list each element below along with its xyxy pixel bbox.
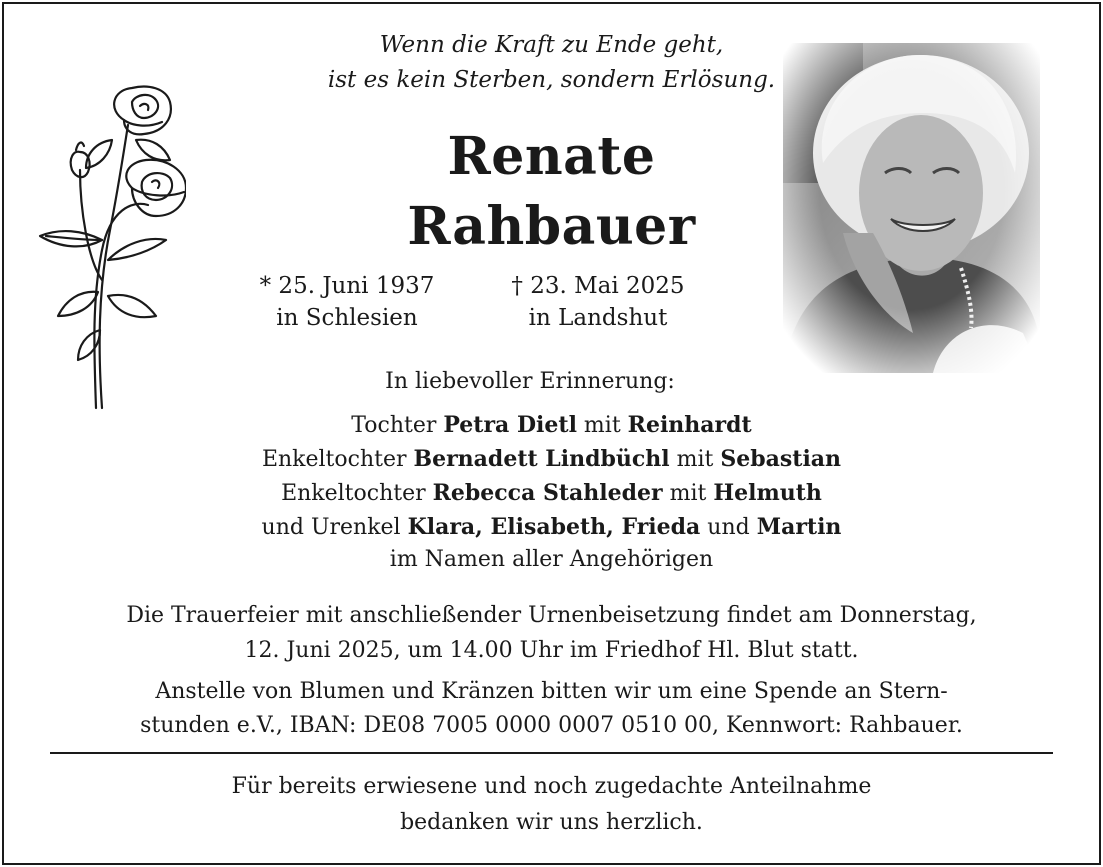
death-place: in Landshut [528, 305, 668, 331]
mourner-name: Bernadett Lindbüchl [413, 446, 670, 472]
mourner-joiner: mit [576, 413, 628, 438]
mourner-joiner: mit [669, 447, 721, 472]
relatives-line: im Namen aller Angehörigen [389, 547, 714, 572]
donation-line-1: Anstelle von Blumen und Kränzen bitten wir um eine Spende an Stern- [155, 679, 948, 704]
mourner-line [0, 478, 1103, 509]
mourner-line [0, 444, 1103, 475]
mourner-relation: Tochter [351, 413, 444, 438]
mourner-name: Martin [756, 514, 842, 540]
birth-date: * 25. Juni 1937 [259, 273, 435, 299]
mourner-name: Klara, Elisabeth, Frieda [407, 514, 701, 540]
mourner-line [0, 410, 1103, 441]
mourner-joiner: mit [662, 481, 714, 506]
mourner-name: Petra Dietl [443, 412, 577, 438]
memory-heading: In liebevoller Erinnerung: [385, 369, 675, 394]
birth-place: in Schlesien [276, 305, 418, 331]
death-date: † 23. Mai 2025 [511, 273, 685, 299]
divider [50, 752, 1053, 754]
verse-line-1: Wenn die Kraft zu Ende geht, [379, 32, 724, 58]
mourner-name: Rebecca Stahleder [432, 480, 663, 506]
verse-line-2: ist es kein Sterben, sondern Erlösung. [327, 67, 776, 93]
mourner-name: Reinhardt [627, 412, 752, 438]
last-name: Rahbauer [407, 196, 696, 257]
ceremony-line-1: Die Trauerfeier mit anschließender Urnenbeisetzung findet am Donnerstag, [126, 603, 977, 628]
mourner-relation: Enkeltochter [261, 447, 414, 472]
first-name: Renate [447, 126, 656, 187]
mourner-relation: und Urenkel [261, 515, 408, 540]
ceremony-line-2: 12. Juni 2025, um 14.00 Uhr im Friedhof Hl. Blut statt. [244, 638, 859, 663]
thanks-line-2: bedanken wir uns herzlich. [400, 810, 703, 835]
mourner-joiner: und [700, 515, 757, 540]
mourner-line [0, 512, 1103, 543]
donation-line-2: stunden e.V., IBAN: DE08 7005 0000 0007 0510 00, Kennwort: Rahbauer. [140, 713, 963, 738]
thanks-line-1: Für bereits erwiesene und noch zugedachte Anteilnahme [231, 774, 872, 799]
mourner-relation: Enkeltochter [281, 481, 433, 506]
mourner-name: Helmuth [713, 480, 822, 506]
mourner-name: Sebastian [720, 446, 842, 472]
